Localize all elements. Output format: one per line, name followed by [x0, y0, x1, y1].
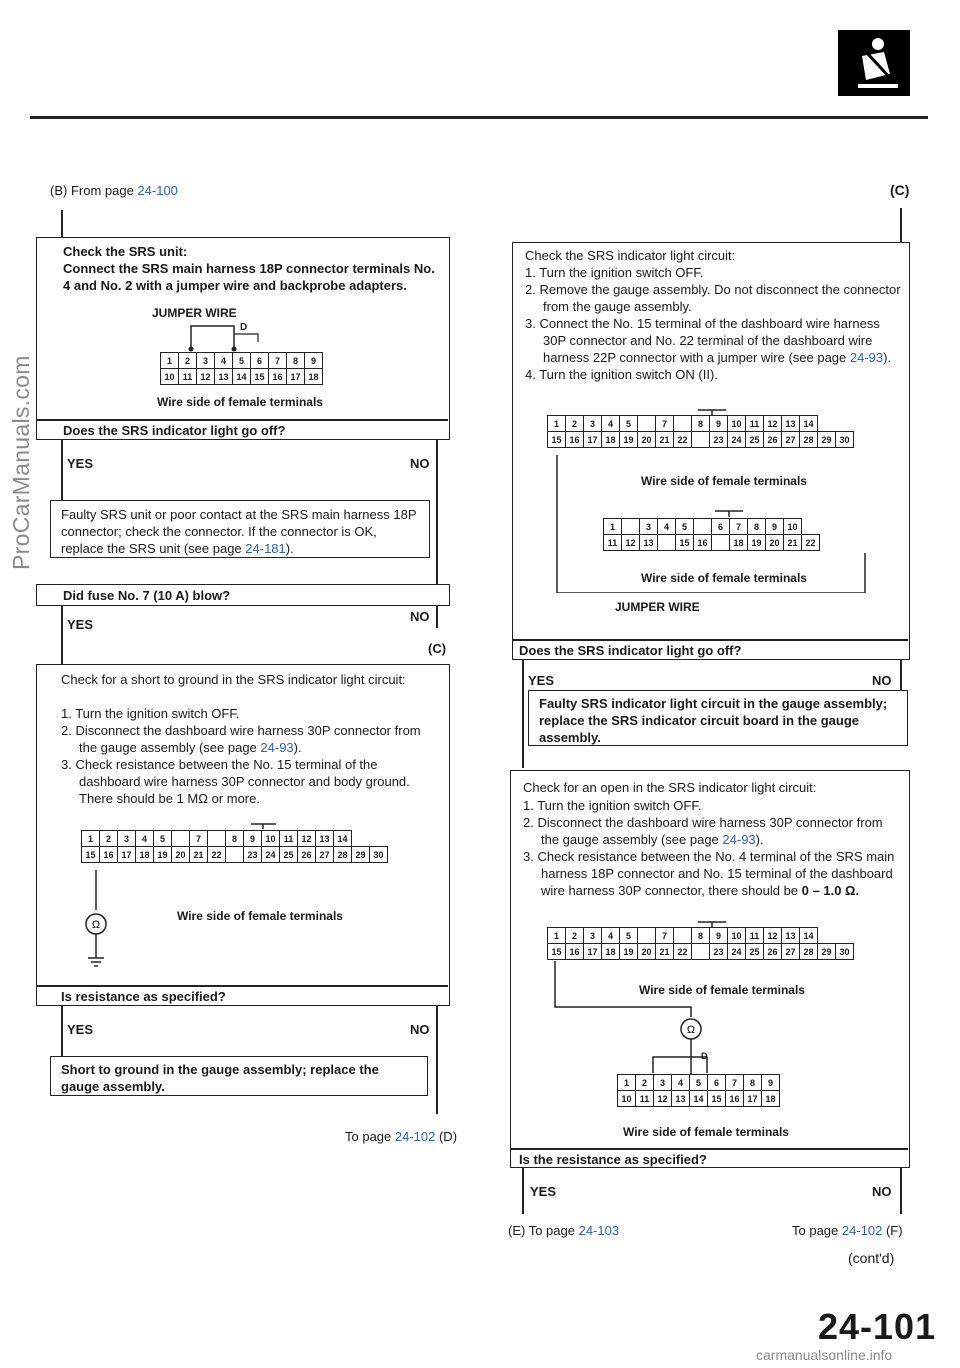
- wire-side-caption-3: Wire side of female terminals: [641, 474, 807, 488]
- terminal-cell: 8: [692, 416, 710, 432]
- terminal-cell: 23: [244, 847, 262, 863]
- terminal-cell: 16: [100, 847, 118, 863]
- terminal-cell: 11: [604, 535, 622, 551]
- terminal-cell: 11: [636, 1091, 654, 1107]
- terminal-cell: 3: [584, 928, 602, 944]
- terminal-cell: 7: [730, 519, 748, 535]
- terminal-cell: 17: [584, 944, 602, 960]
- terminal-cell: 19: [620, 432, 638, 448]
- wire-side-caption-4: Wire side of female terminals: [641, 571, 807, 585]
- terminal-cell: 4: [672, 1075, 690, 1091]
- terminal-cell: 11: [746, 416, 764, 432]
- wire-side-caption-2: Wire side of female terminals: [177, 909, 343, 923]
- yes-r2: YES: [530, 1184, 557, 1199]
- terminal-cell: 12: [197, 369, 215, 385]
- short-intro: Check for a short to ground in the SRS indicator light circuit:: [61, 672, 406, 687]
- terminal-cell: 1: [604, 519, 622, 535]
- watermark-side: ProCarManuals.com: [8, 355, 34, 570]
- question-light-off: Does the SRS indicator light go off?: [63, 423, 286, 438]
- faulty-indicator-box: Faulty SRS indicator light circuit in the gauge assembly; replace the SRS indicator circuit board in the gauge assembly.: [528, 690, 908, 746]
- terminal-cell: 28: [800, 432, 818, 448]
- terminal-cell: 10: [728, 928, 746, 944]
- terminal-cell: 18: [602, 944, 620, 960]
- link-24-102-f[interactable]: 24-102: [841, 1223, 883, 1238]
- terminal-cell: 10: [262, 831, 280, 847]
- box-text: Connect the SRS main harness 18P connector terminals No. 4 and No. 2 with a jumper wire and backprobe adapters.: [63, 261, 435, 293]
- terminal-cell: 8: [287, 353, 305, 369]
- terminal-cell: 9: [305, 353, 323, 369]
- terminal-cell: 20: [766, 535, 784, 551]
- indicator-step-4: 4. Turn the ignition switch ON (II).: [525, 367, 718, 382]
- indicator-check-box: [512, 242, 910, 660]
- terminal-cell: 14: [800, 416, 818, 432]
- terminal-cell: [172, 831, 190, 847]
- terminal-cell: 15: [548, 944, 566, 960]
- terminal-cell: 1: [82, 831, 100, 847]
- terminal-cell: 3: [584, 416, 602, 432]
- terminal-cell: 29: [352, 847, 370, 863]
- terminal-cell: 11: [179, 369, 197, 385]
- terminal-cell: 19: [154, 847, 172, 863]
- terminal-cell: 28: [800, 944, 818, 960]
- terminal-cell: 15: [708, 1091, 726, 1107]
- terminal-cell: 21: [784, 535, 802, 551]
- svg-text:Ω: Ω: [91, 919, 101, 931]
- terminal-cell: 5: [233, 353, 251, 369]
- terminal-cell: 12: [298, 831, 316, 847]
- terminal-cell: 7: [656, 928, 674, 944]
- terminal-cell: 29: [818, 944, 836, 960]
- terminal-cell: 15: [251, 369, 269, 385]
- jumper-wire-label-2: JUMPER WIRE: [615, 600, 700, 614]
- terminal-cell: 4: [602, 928, 620, 944]
- question-resistance-2: Is the resistance as specified?: [519, 1152, 707, 1167]
- terminal-cell: 11: [280, 831, 298, 847]
- terminal-cell: 12: [622, 535, 640, 551]
- terminal-cell: 18: [762, 1091, 780, 1107]
- short-step-2: 2. Disconnect the dashboard wire harness 30P connector from the gauge assembly (see page 24-93).: [61, 723, 421, 755]
- short-check-box: [36, 664, 450, 1006]
- terminal-cell: 7: [190, 831, 208, 847]
- terminal-cell: 4: [658, 519, 676, 535]
- link-24-93-c[interactable]: 24-93: [722, 832, 756, 847]
- terminal-cell: 27: [316, 847, 334, 863]
- terminal-cell: 7: [269, 353, 287, 369]
- header-rule: [30, 116, 928, 119]
- no-3: NO: [410, 1022, 430, 1037]
- terminal-cell: 17: [118, 847, 136, 863]
- wire-side-caption-5: Wire side of female terminals: [639, 983, 805, 997]
- terminal-cell: 25: [746, 432, 764, 448]
- terminal-cell: 25: [746, 944, 764, 960]
- terminal-cell: 7: [656, 416, 674, 432]
- terminal-cell: 26: [764, 432, 782, 448]
- to-page-e: (E) To page 24-103: [508, 1223, 620, 1238]
- d-label-2: D: [701, 1051, 708, 1061]
- terminal-cell: 1: [548, 928, 566, 944]
- terminal-cell: 10: [728, 416, 746, 432]
- terminal-cell: 8: [226, 831, 244, 847]
- terminal-cell: 9: [762, 1075, 780, 1091]
- terminal-cell: 6: [251, 353, 269, 369]
- terminal-cell: 1: [548, 416, 566, 432]
- terminal-cell: [674, 416, 692, 432]
- indicator-step-2: 2. Remove the gauge assembly. Do not disconnect the connector from the gauge assembly.: [525, 282, 901, 314]
- terminal-cell: 5: [154, 831, 172, 847]
- terminal-cell: 16: [694, 535, 712, 551]
- terminal-cell: 21: [190, 847, 208, 863]
- terminal-cell: 10: [618, 1091, 636, 1107]
- check-srs-unit-box: [36, 237, 450, 440]
- terminal-cell: 4: [215, 353, 233, 369]
- terminal-cell: 2: [100, 831, 118, 847]
- wire-side-caption-6: Wire side of female terminals: [623, 1125, 789, 1139]
- terminal-cell: 27: [782, 944, 800, 960]
- connector-30p-right-b: [547, 927, 854, 960]
- terminal-cell: 29: [818, 432, 836, 448]
- terminal-cell: 8: [748, 519, 766, 535]
- question-light-off-2: Does the SRS indicator light go off?: [519, 643, 742, 658]
- terminal-cell: 18: [602, 432, 620, 448]
- terminal-cell: 16: [566, 944, 584, 960]
- terminal-cell: 30: [836, 944, 854, 960]
- faulty-srs-unit-box: Faulty SRS unit or poor contact at the SRS main harness 18P connector; check the connector. If the connector is OK, replace the SRS unit (see page 24-181).: [50, 500, 430, 558]
- terminal-cell: 1: [618, 1075, 636, 1091]
- link-24-93-b[interactable]: 24-93: [849, 350, 884, 365]
- terminal-cell: 26: [298, 847, 316, 863]
- terminal-cell: [638, 928, 656, 944]
- terminal-cell: 21: [656, 432, 674, 448]
- short-result-box: Short to ground in the gauge assembly; replace the gauge assembly.: [50, 1056, 428, 1096]
- link-24-93-a[interactable]: 24-93: [260, 740, 294, 755]
- terminal-cell: 5: [676, 519, 694, 535]
- terminal-cell: 1: [161, 353, 179, 369]
- terminal-cell: 17: [744, 1091, 762, 1107]
- jumper-wire-diagram: [150, 322, 350, 352]
- terminal-cell: 2: [636, 1075, 654, 1091]
- terminal-cell: 13: [782, 928, 800, 944]
- terminal-cell: 2: [179, 353, 197, 369]
- fuse-question-box: [36, 584, 450, 606]
- short-step-3: 3. Check resistance between the No. 15 terminal of the dashboard wire harness 30P connector and body ground. There should be 1 MΩ or more.: [61, 757, 410, 806]
- to-page-f: To page 24-102 (F): [792, 1223, 903, 1238]
- open-intro: Check for an open in the SRS indicator light circuit:: [523, 780, 817, 795]
- connector-18p: [160, 352, 323, 385]
- box-title: Check the SRS unit:: [63, 244, 188, 259]
- no-r2: NO: [872, 1184, 892, 1199]
- terminal-cell: 5: [620, 416, 638, 432]
- open-step-3: 3. Check resistance between the No. 4 terminal of the SRS main harness 18P connector and No. 15 terminal of the dashboard wire harness 30P connector, there should be 0 – 1.0 Ω.: [523, 849, 895, 898]
- terminal-cell: 14: [690, 1091, 708, 1107]
- wire-side-caption: Wire side of female terminals: [157, 395, 323, 409]
- terminal-cell: 15: [82, 847, 100, 863]
- terminal-cell: 22: [802, 535, 820, 551]
- no-1: NO: [410, 456, 430, 471]
- from-page-ref: (B) From page 24-100: [50, 183, 178, 198]
- terminal-cell: 27: [782, 432, 800, 448]
- short-step-1: 1. Turn the ignition switch OFF.: [61, 706, 240, 721]
- no-r1: NO: [872, 673, 892, 688]
- terminal-cell: 26: [764, 944, 782, 960]
- terminal-cell: 20: [172, 847, 190, 863]
- terminal-cell: 16: [566, 432, 584, 448]
- terminal-cell: 5: [690, 1075, 708, 1091]
- terminal-cell: 22: [674, 432, 692, 448]
- terminal-cell: 24: [728, 432, 746, 448]
- terminal-cell: 30: [836, 432, 854, 448]
- terminal-cell: 23: [710, 944, 728, 960]
- terminal-cell: 9: [244, 831, 262, 847]
- open-step-2: 2. Disconnect the dashboard wire harness 30P connector from the gauge assembly (see page 24-93).: [523, 815, 883, 847]
- terminal-cell: 24: [728, 944, 746, 960]
- terminal-cell: 6: [712, 519, 730, 535]
- terminal-cell: 3: [654, 1075, 672, 1091]
- open-check-box: [510, 770, 910, 1168]
- open-step-1: 1. Turn the ignition switch OFF.: [523, 798, 702, 813]
- terminal-cell: 4: [136, 831, 154, 847]
- yes-1: YES: [67, 456, 94, 471]
- link-24-181[interactable]: 24-181: [245, 541, 286, 556]
- c-label-left: (C): [428, 641, 447, 656]
- terminal-cell: 14: [334, 831, 352, 847]
- terminal-cell: 3: [640, 519, 658, 535]
- terminal-cell: 13: [672, 1091, 690, 1107]
- terminal-cell: 20: [638, 432, 656, 448]
- terminal-cell: 4: [602, 416, 620, 432]
- terminal-cell: 10: [784, 519, 802, 535]
- terminal-cell: 2: [566, 928, 584, 944]
- yes-2: YES: [67, 617, 94, 632]
- no-2: NO: [410, 609, 430, 624]
- svg-text:Ω: Ω: [686, 1024, 696, 1036]
- terminal-cell: 13: [782, 416, 800, 432]
- terminal-cell: 13: [215, 369, 233, 385]
- terminal-cell: 30: [370, 847, 388, 863]
- terminal-cell: 7: [726, 1075, 744, 1091]
- link-24-100[interactable]: 24-100: [137, 183, 178, 198]
- d-label: D: [240, 322, 248, 333]
- c-header: (C): [890, 182, 910, 198]
- seatbelt-icon: [838, 30, 910, 96]
- terminal-cell: 3: [197, 353, 215, 369]
- terminal-cell: 16: [726, 1091, 744, 1107]
- terminal-cell: 12: [654, 1091, 672, 1107]
- terminal-cell: 19: [748, 535, 766, 551]
- terminal-cell: 15: [548, 432, 566, 448]
- terminal-cell: 18: [305, 369, 323, 385]
- terminal-cell: 25: [280, 847, 298, 863]
- terminal-cell: 14: [233, 369, 251, 385]
- terminal-cell: 19: [620, 944, 638, 960]
- indicator-step-1: 1. Turn the ignition switch OFF.: [525, 265, 704, 280]
- terminal-cell: 9: [710, 928, 728, 944]
- to-page-d: To page 24-102 (D): [345, 1129, 458, 1144]
- terminal-cell: 12: [764, 416, 782, 432]
- terminal-cell: [674, 928, 692, 944]
- indicator-step-3: 3. Connect the No. 15 terminal of the dashboard wire harness 30P connector and No. 22 terminal of the dashboard wire harness 22P connector with a jumper wire (see page 24-93).: [525, 316, 892, 365]
- terminal-cell: 18: [136, 847, 154, 863]
- terminal-cell: 8: [744, 1075, 762, 1091]
- terminal-cell: 18: [730, 535, 748, 551]
- connector-18p-right: [617, 1074, 780, 1107]
- terminal-cell: 11: [746, 928, 764, 944]
- terminal-cell: 8: [692, 928, 710, 944]
- jumper-wire-label: JUMPER WIRE: [152, 306, 237, 320]
- terminal-cell: 13: [316, 831, 334, 847]
- fuse-question: Did fuse No. 7 (10 A) blow?: [63, 588, 231, 603]
- contd-label: (cont'd): [848, 1250, 895, 1266]
- terminal-cell: 13: [640, 535, 658, 551]
- terminal-cell: 24: [262, 847, 280, 863]
- terminal-cell: 10: [161, 369, 179, 385]
- terminal-cell: 16: [269, 369, 287, 385]
- connector-30p-left: [81, 830, 421, 870]
- terminal-cell: 17: [584, 432, 602, 448]
- terminal-cell: 20: [638, 944, 656, 960]
- terminal-cell: 2: [566, 416, 584, 432]
- terminal-cell: 12: [764, 928, 782, 944]
- yes-r1: YES: [528, 673, 555, 688]
- terminal-cell: 15: [676, 535, 694, 551]
- question-resistance: Is resistance as specified?: [61, 989, 226, 1004]
- link-24-102-d[interactable]: 24-102: [394, 1129, 436, 1144]
- ground-symbol-icon: [77, 870, 117, 980]
- terminal-cell: 17: [287, 369, 305, 385]
- terminal-cell: 28: [334, 847, 352, 863]
- terminal-cell: 9: [710, 416, 728, 432]
- link-24-103[interactable]: 24-103: [578, 1223, 620, 1238]
- terminal-cell: 5: [620, 928, 638, 944]
- indicator-intro: Check the SRS indicator light circuit:: [525, 248, 736, 263]
- terminal-cell: 22: [674, 944, 692, 960]
- terminal-cell: [226, 847, 244, 863]
- terminal-cell: 22: [208, 847, 226, 863]
- terminal-cell: [638, 416, 656, 432]
- terminal-cell: 14: [800, 928, 818, 944]
- terminal-cell: 9: [766, 519, 784, 535]
- terminal-cell: 6: [708, 1075, 726, 1091]
- watermark-bottom: carmanualsonline.info: [756, 1347, 893, 1363]
- yes-3: YES: [67, 1022, 94, 1037]
- terminal-cell: [208, 831, 226, 847]
- page-number: 24-101: [818, 1306, 937, 1347]
- terminal-cell: 21: [656, 944, 674, 960]
- terminal-cell: 23: [710, 432, 728, 448]
- terminal-cell: 3: [118, 831, 136, 847]
